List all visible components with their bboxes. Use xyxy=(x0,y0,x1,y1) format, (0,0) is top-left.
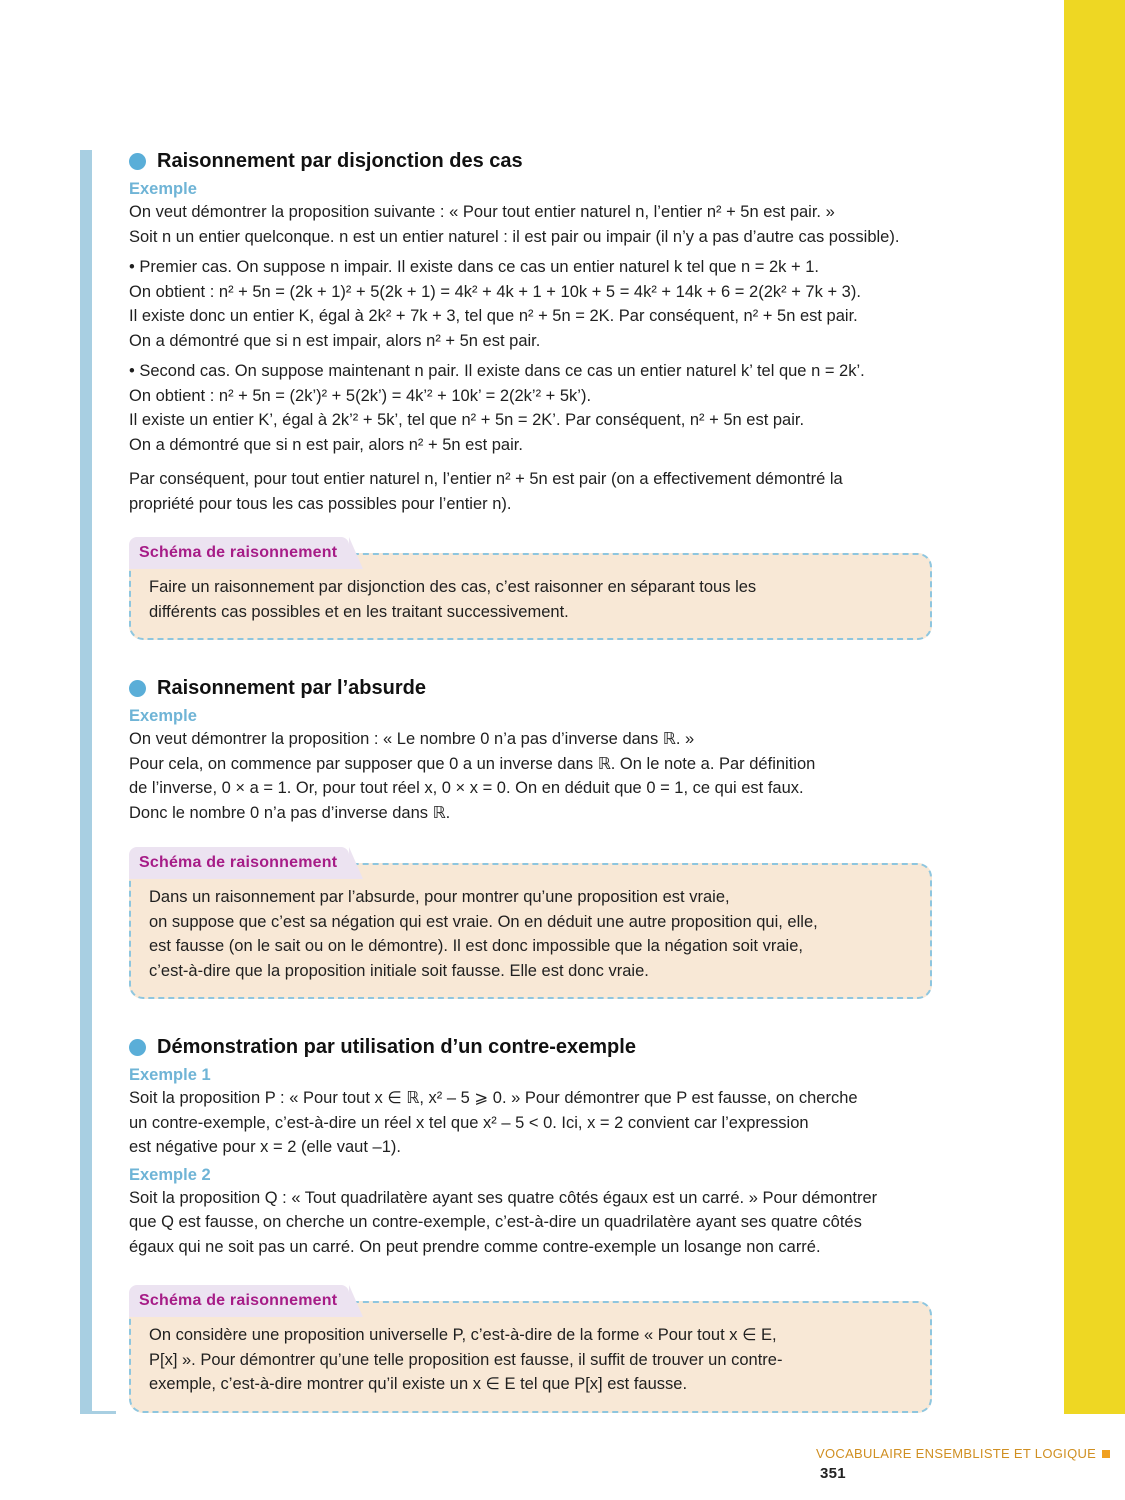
example-label: Exemple xyxy=(129,180,197,198)
text-line: • Premier cas. On suppose n impair. Il existe dans ce cas un entier naturel k tel que n = 2k + 1. xyxy=(129,258,819,276)
section-disjonction xyxy=(129,148,999,516)
left-accent-foot xyxy=(80,1411,116,1414)
text-line: Soit n un entier quelconque. n est un entier naturel : il est pair ou impair (il n’y a pas d’autre cas possible). xyxy=(129,227,900,246)
text-line: On a démontré que si n est pair, alors n² + 5n est pair. xyxy=(129,435,523,454)
bullet-icon xyxy=(129,680,146,697)
section-title: Raisonnement par l’absurde xyxy=(129,675,999,701)
schema-content xyxy=(129,1301,932,1413)
schema-line: on suppose que c’est sa négation qui est vraie. On en déduit une autre proposition qui, elle, xyxy=(149,912,818,931)
left-accent-bar xyxy=(80,150,92,1414)
page-footer xyxy=(816,1444,1125,1484)
section-title: Démonstration par utilisation d’un contre-exemple xyxy=(129,1034,999,1060)
text-line: Il existe donc un entier K, égal à 2k² + 7k + 3, tel que n² + 5n = 2K. Par conséquent, n² + 5n est pair. xyxy=(129,307,858,325)
schema-line: P[x] ». Pour démontrer qu’une telle proposition est fausse, il suffit de trouver un contre- xyxy=(149,1350,783,1369)
schema-line: différents cas possibles et en les traitant successivement. xyxy=(149,602,569,621)
schema-box-absurde xyxy=(129,847,932,1002)
schema-tag: Schéma de raisonnement xyxy=(129,1285,349,1317)
bullet-icon xyxy=(129,1039,146,1056)
section-absurde xyxy=(129,675,999,825)
text-line: que Q est fausse, on cherche un contre-exemple, c’est-à-dire un quadrilatère ayant ses quatre côtés xyxy=(129,1213,862,1231)
section-title: Raisonnement par disjonction des cas xyxy=(129,148,999,174)
square-icon xyxy=(1102,1450,1110,1458)
schema-tag: Schéma de raisonnement xyxy=(129,537,349,569)
text-line: On a démontré que si n est impair, alors n² + 5n est pair. xyxy=(129,331,541,350)
text-line: On veut démontrer la proposition : « Le nombre 0 n’a pas d’inverse dans ℝ. » xyxy=(129,730,695,748)
bullet-icon xyxy=(129,153,146,170)
schema-line: exemple, c’est-à-dire montrer qu’il existe un x ∈ E tel que P[x] est fausse. xyxy=(149,1375,688,1393)
chapter-title: VOCABULAIRE ENSEMBLISTE ET LOGIQUE xyxy=(816,1446,1097,1461)
schema-line: c’est-à-dire que la proposition initiale soit fausse. Elle est donc vraie. xyxy=(149,961,649,980)
text-line: un contre-exemple, c’est-à-dire un réel x tel que x² – 5 < 0. Ici, x = 2 convient car l’expression xyxy=(129,1113,809,1132)
text-line: • Second cas. On suppose maintenant n pair. Il existe dans ce cas un entier naturel k’ tel que n = 2k’. xyxy=(129,362,865,380)
text-line: On obtient : n² + 5n = (2k’)² + 5(2k’) = 4k’² + 10k’ = 2(2k’² + 5k’). xyxy=(129,386,592,405)
text-line: Soit la proposition P : « Pour tout x ∈ ℝ, x² – 5 ⩾ 0. » Pour démontrer que P est fausse, on cherche xyxy=(129,1089,858,1107)
schema-line: Faire un raisonnement par disjonction des cas, c’est raisonner en séparant tous les xyxy=(149,578,757,596)
text-line: Soit la proposition Q : « Tout quadrilatère ayant ses quatre côtés égaux est un carré. » Pour démontrer xyxy=(129,1188,878,1207)
example-label: Exemple 2 xyxy=(129,1165,211,1184)
text-line: On veut démontrer la proposition suivante : « Pour tout entier naturel n, l’entier n² + 5n est pair. » xyxy=(129,203,835,221)
text-line: de l’inverse, 0 × a = 1. Or, pour tout réel x, 0 × x = 0. On en déduit que 0 = 1, ce qui est faux. xyxy=(129,779,804,797)
text-line: égaux qui ne soit pas un carré. On peut prendre comme contre-exemple un losange non carré. xyxy=(129,1237,821,1256)
example-label: Exemple 1 xyxy=(129,1066,211,1084)
text-line: Par conséquent, pour tout entier naturel n, l’entier n² + 5n est pair (on a effectivement démontré la xyxy=(129,470,843,488)
example-label: Exemple xyxy=(129,707,197,725)
text-line: On obtient : n² + 5n = (2k + 1)² + 5(2k + 1) = 4k² + 4k + 1 + 10k + 5 = 4k² + 14k + 6 = 2(2k² + 7k + 3). xyxy=(129,282,861,301)
text-line: Donc le nombre 0 n’a pas d’inverse dans ℝ. xyxy=(129,803,451,822)
text-line: Pour cela, on commence par supposer que 0 a un inverse dans ℝ. On le note a. Par définition xyxy=(129,754,816,773)
page-number: 351 xyxy=(820,1465,846,1482)
schema-content xyxy=(129,863,932,999)
schema-line: On considère une proposition universelle P, c’est-à-dire de la forme « Pour tout x ∈ E, xyxy=(149,1326,777,1344)
text-line: Il existe un entier K’, égal à 2k’² + 5k’, tel que n² + 5n = 2K’. Par conséquent, n² + 5n est pair. xyxy=(129,411,805,429)
schema-line: est fausse (on le sait ou on le démontre). Il est donc impossible que la négation soit vraie, xyxy=(149,937,803,955)
schema-box-contre-exemple xyxy=(129,1285,932,1415)
schema-box-disjonction xyxy=(129,537,932,643)
schema-line: Dans un raisonnement par l’absurde, pour montrer qu’une proposition est vraie, xyxy=(149,888,730,906)
text-line: propriété pour tous les cas possibles pour l’entier n). xyxy=(129,494,512,513)
schema-tag: Schéma de raisonnement xyxy=(129,847,349,879)
yellow-side-band xyxy=(1064,0,1125,1414)
text-line: est négative pour x = 2 (elle vaut –1). xyxy=(129,1138,401,1156)
section-contre-exemple xyxy=(129,1034,999,1259)
